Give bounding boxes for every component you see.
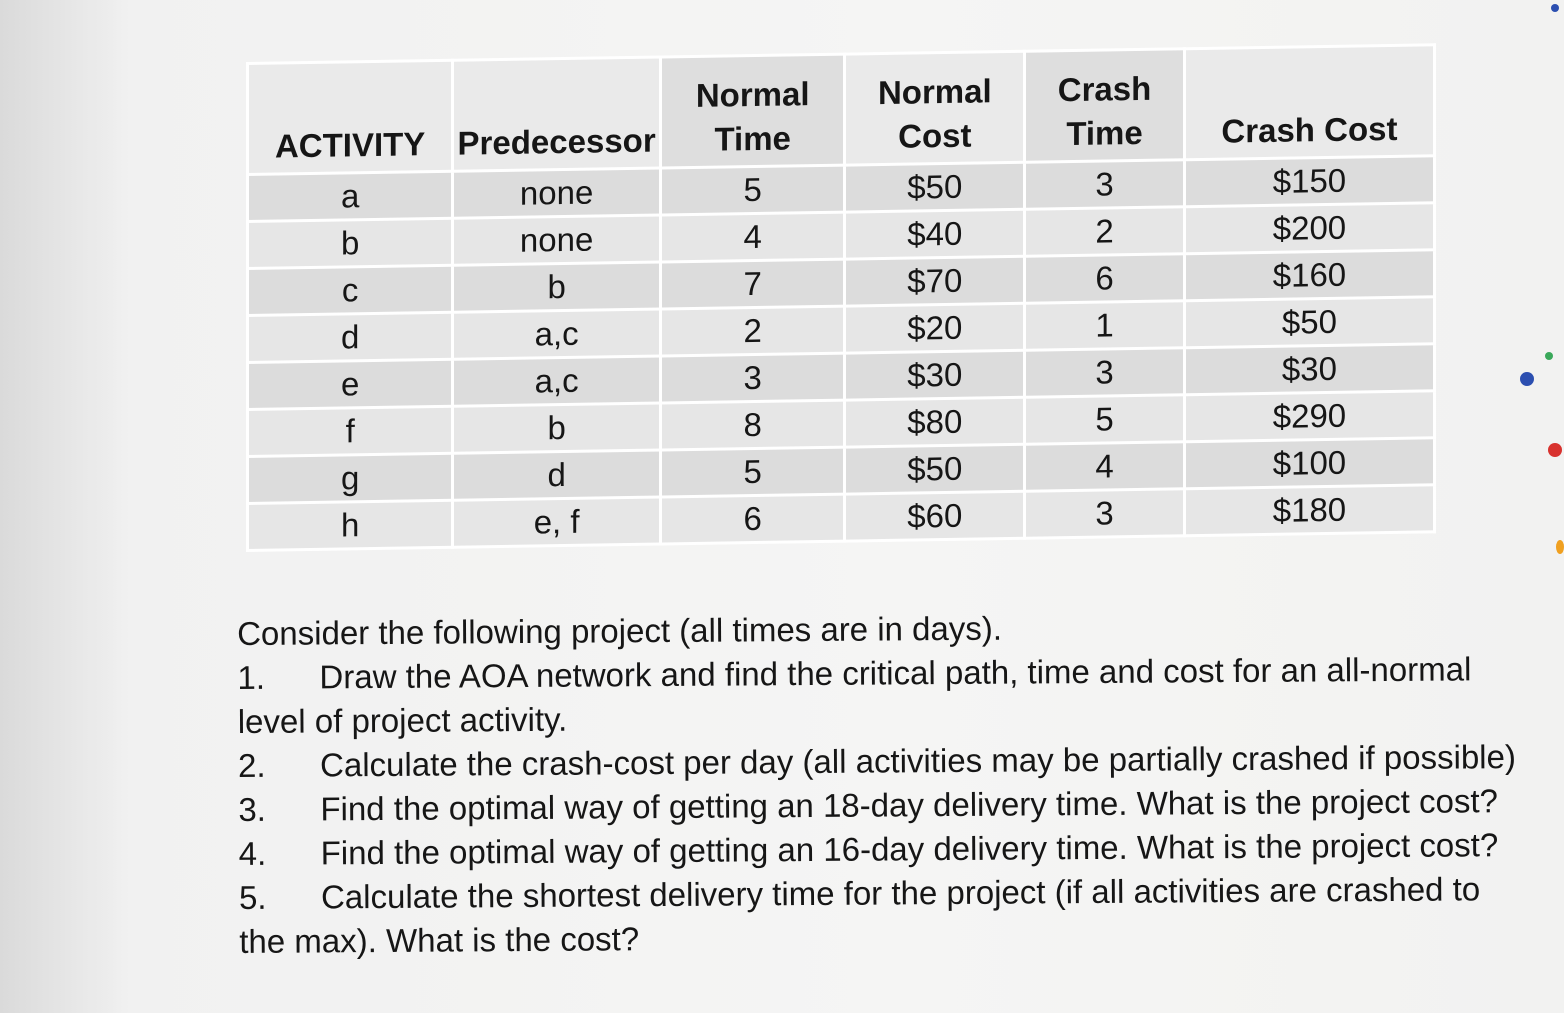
item-text: Calculate the crash-cost per day (all activities may be partially crashed if possible)	[319, 738, 1517, 784]
cell-crash-time: 3	[1025, 489, 1185, 539]
cell-normal-cost: $40	[845, 209, 1025, 259]
cell-crash-cost: $290	[1184, 391, 1434, 442]
cell-normal-time: 4	[660, 212, 844, 262]
cell-predecessor: none	[453, 168, 661, 218]
item-number: 4.	[238, 834, 267, 872]
cell-normal-cost: $60	[845, 491, 1025, 541]
header-label: Predecessor	[457, 121, 656, 162]
cell-crash-time: 6	[1025, 254, 1185, 304]
header-normal-time	[660, 54, 844, 168]
cell-crash-cost: $200	[1184, 203, 1434, 254]
header-predecessor	[453, 57, 661, 171]
cell-crash-time: 2	[1025, 207, 1185, 257]
cell-crash-cost: $150	[1184, 156, 1434, 207]
cell-crash-time: 5	[1025, 395, 1185, 445]
cell-crash-time: 1	[1025, 301, 1185, 351]
page-shadow	[0, 0, 130, 1013]
cell-activity: d	[248, 312, 453, 362]
item-text: Calculate the shortest delivery time for the project (if all activities are crashed to	[320, 870, 1481, 916]
cell-normal-cost: $50	[845, 444, 1025, 494]
cell-predecessor: e, f	[453, 497, 661, 547]
header-label-line2: Time	[1066, 113, 1143, 153]
cell-crash-time: 3	[1025, 160, 1185, 210]
cell-crash-cost: $160	[1184, 250, 1434, 301]
item-number: 2.	[237, 746, 266, 784]
item-text: Find the optimal way of getting an 18-day delivery time. What is the project cost?	[320, 782, 1499, 828]
header-crash-time	[1025, 49, 1185, 163]
cell-crash-time: 3	[1025, 348, 1185, 398]
item-text: Draw the AOA network and find the critical path, time and cost for an all-normal	[319, 650, 1472, 696]
cell-normal-cost: $80	[845, 397, 1025, 447]
cell-normal-cost: $50	[845, 162, 1025, 212]
header-label: Crash Cost	[1221, 109, 1398, 150]
header-label-line2: Time	[714, 119, 791, 158]
cell-normal-time: 5	[660, 447, 844, 497]
header-normal-cost	[845, 51, 1025, 165]
cell-activity: b	[248, 218, 453, 268]
question-item-1	[237, 647, 1527, 700]
cell-predecessor: b	[453, 403, 661, 453]
header-label-line1: Normal	[877, 72, 992, 112]
cell-crash-cost: $100	[1184, 438, 1434, 489]
question-item-5	[239, 867, 1529, 920]
orange-dot-decoration	[1556, 540, 1564, 554]
cell-normal-cost: $70	[845, 256, 1025, 306]
item-number: 5.	[238, 878, 267, 916]
cell-predecessor: none	[453, 215, 661, 265]
cell-normal-time: 3	[660, 353, 844, 403]
cell-normal-time: 2	[660, 306, 844, 356]
cell-activity: g	[248, 453, 453, 503]
cell-crash-cost: $50	[1184, 297, 1434, 348]
cell-activity: a	[248, 171, 453, 221]
header-label-line1: Normal	[695, 75, 810, 114]
cell-normal-time: 6	[660, 494, 844, 544]
header-label-line1: Crash	[1057, 69, 1152, 109]
cell-normal-time: 8	[660, 400, 844, 450]
table-header-row	[248, 45, 1435, 175]
cell-predecessor: d	[453, 450, 661, 500]
cell-predecessor: b	[453, 262, 661, 312]
green-dot-decoration	[1545, 352, 1553, 360]
header-activity	[248, 60, 453, 174]
item-number: 1.	[237, 658, 266, 696]
cell-normal-time: 5	[660, 165, 844, 215]
header-crash-cost	[1184, 45, 1434, 160]
cell-crash-time: 4	[1025, 442, 1185, 492]
cell-predecessor: a,c	[453, 309, 661, 359]
cell-crash-cost: $180	[1184, 485, 1434, 536]
cell-activity: c	[248, 265, 453, 315]
cell-normal-cost: $30	[845, 350, 1025, 400]
cell-normal-cost: $20	[845, 303, 1025, 353]
cell-normal-time: 7	[660, 259, 844, 309]
header-label: ACTIVITY	[274, 125, 426, 165]
red-dot-decoration	[1548, 443, 1562, 457]
cell-activity: e	[248, 359, 453, 409]
question-text-block	[237, 603, 1529, 964]
item-number: 3.	[238, 790, 267, 828]
project-activity-table	[246, 43, 1436, 552]
question-intro: Consider the following project (all times are in days).	[237, 609, 1003, 652]
cell-activity: h	[248, 500, 453, 550]
blue-dot-top-decoration	[1551, 4, 1559, 12]
cell-activity: f	[248, 406, 453, 456]
cell-crash-cost: $30	[1184, 344, 1434, 395]
question-item-1-continued: level of project activity.	[237, 700, 568, 740]
item-text: Find the optimal way of getting an 16-day delivery time. What is the project cost?	[320, 826, 1499, 872]
blue-dot-decoration	[1520, 372, 1534, 386]
header-label-line2: Cost	[898, 116, 972, 155]
table-container	[246, 43, 1436, 552]
cell-predecessor: a,c	[453, 356, 661, 406]
question-item-5-continued: the max). What is the cost?	[239, 920, 640, 960]
